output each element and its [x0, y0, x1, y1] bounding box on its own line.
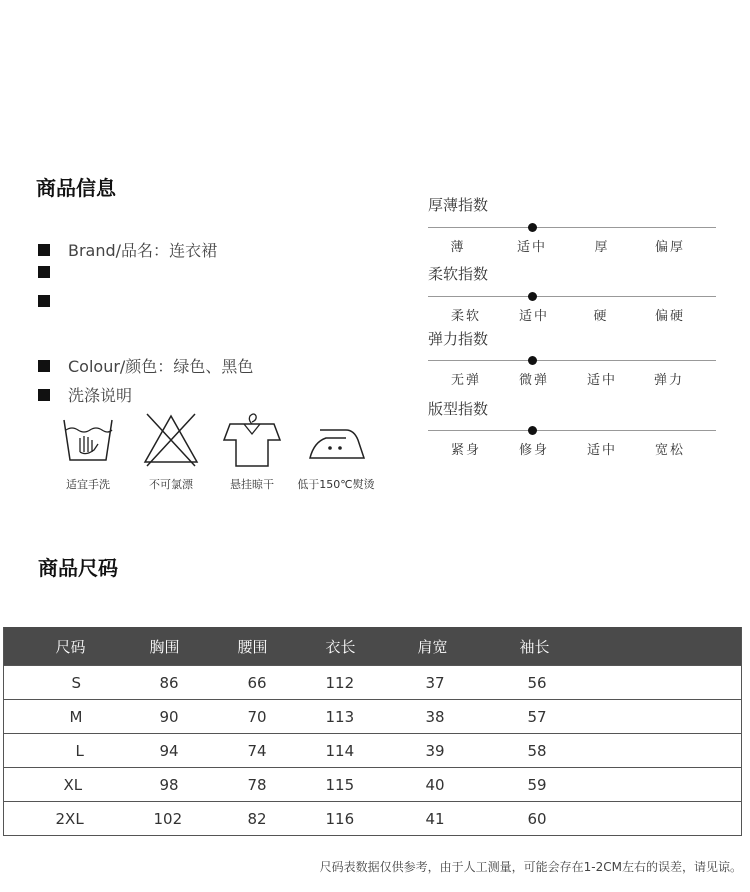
scale-option: 适中: [586, 373, 617, 388]
wash-line: [38, 383, 132, 406]
colour-line: [38, 354, 253, 377]
info-line-2: [38, 266, 68, 278]
brand-label: Brand/品名：: [68, 241, 170, 260]
scale-option: 适中: [516, 240, 547, 255]
colour-label: Colour/颜色：: [68, 357, 174, 376]
scale-title: 版型指数: [428, 400, 489, 418]
care-label: 不可氯漂: [149, 478, 193, 491]
scale-option: 微弹: [518, 373, 549, 388]
scale-option: 柔软: [450, 309, 481, 324]
header-spacer: [4, 627, 56, 666]
cell-waist: 70: [238, 700, 326, 734]
brand-line: [38, 238, 217, 261]
no-bleach-icon: [141, 410, 201, 470]
scale-elasticity: [428, 328, 716, 392]
cell-waist: 82: [238, 802, 326, 836]
cell-length: 113: [326, 700, 418, 734]
bullet-icon: [38, 295, 50, 307]
scale-option: 适中: [586, 443, 617, 458]
scale-fit: [428, 398, 716, 462]
cell-shoulder: 37: [418, 666, 520, 700]
product-info-title: 商品信息: [36, 176, 116, 200]
cell-size: 2XL: [56, 802, 150, 836]
table-row: [4, 700, 742, 734]
iron-low-icon: [306, 410, 366, 470]
row-spacer: [4, 768, 56, 802]
scale-title: 柔软指数: [428, 265, 489, 283]
care-label: 悬挂晾干: [230, 478, 274, 491]
size-table-header: [4, 627, 742, 666]
scale-option: 薄: [450, 240, 466, 255]
cell-shoulder: 38: [418, 700, 520, 734]
scale-thickness: [428, 194, 716, 258]
scale-option: 弹力: [653, 373, 684, 388]
cell-bust: 86: [150, 666, 238, 700]
scale-indicator: [528, 292, 537, 301]
size-note: 尺码表数据仅供参考，由于人工测量，可能会存在1-2CM左右的误差，请见谅。: [319, 860, 742, 874]
cell-bust: 90: [150, 700, 238, 734]
table-row: [4, 768, 742, 802]
bullet-icon: [38, 389, 50, 401]
scale-line: [428, 430, 716, 431]
bullet-icon: [38, 360, 50, 372]
cell-waist: 78: [238, 768, 326, 802]
care-label: 适宜手洗: [66, 478, 110, 491]
cell-waist: 74: [238, 734, 326, 768]
table-row: [4, 734, 742, 768]
cell-shoulder: 40: [418, 768, 520, 802]
scale-option: 偏硬: [654, 309, 685, 324]
scale-option: 紧身: [450, 443, 481, 458]
scale-option: 无弹: [450, 373, 481, 388]
care-item-hang-dry: [210, 410, 294, 492]
scale-line: [428, 360, 716, 361]
bullet-icon: [38, 244, 50, 256]
cell-bust: 98: [150, 768, 238, 802]
scale-line: [428, 296, 716, 297]
bullet-icon: [38, 266, 50, 278]
header-bust: 胸围: [150, 627, 238, 666]
cell-length: 112: [326, 666, 418, 700]
scale-line: [428, 227, 716, 228]
cell-size: M: [56, 700, 150, 734]
care-item-no-bleach: [129, 410, 213, 492]
scale-option: 硬: [593, 309, 609, 324]
cell-length: 116: [326, 802, 418, 836]
row-spacer: [4, 734, 56, 768]
table-row: [4, 802, 742, 836]
scale-option: 偏厚: [654, 240, 685, 255]
scale-indicator: [528, 426, 537, 435]
header-size: 尺码: [56, 627, 150, 666]
wash-label: 洗涤说明: [68, 386, 133, 405]
size-table: [3, 627, 742, 836]
cell-length: 115: [326, 768, 418, 802]
scale-option: 厚: [594, 240, 610, 255]
scale-softness: [428, 263, 716, 327]
header-sleeve: 袖长: [520, 627, 742, 666]
size-section-title: 商品尺码: [38, 556, 118, 580]
cell-size: S: [56, 666, 150, 700]
scale-option: 修身: [518, 443, 549, 458]
cell-sleeve: 59: [520, 768, 742, 802]
cell-size: XL: [56, 768, 150, 802]
scale-indicator: [528, 356, 537, 365]
scale-option: 宽松: [654, 443, 685, 458]
scale-indicator: [528, 223, 537, 232]
header-waist: 腰围: [238, 627, 326, 666]
brand-value: 连衣裙: [169, 241, 218, 260]
cell-bust: 102: [150, 802, 238, 836]
header-length: 衣长: [326, 627, 418, 666]
cell-sleeve: 60: [520, 802, 742, 836]
hang-dry-icon: [222, 410, 282, 470]
care-label: 低于150℃熨烫: [297, 478, 375, 491]
row-spacer: [4, 700, 56, 734]
scale-option: 适中: [518, 309, 549, 324]
header-shoulder: 肩宽: [418, 627, 520, 666]
cell-sleeve: 58: [520, 734, 742, 768]
cell-size: L: [56, 734, 150, 768]
cell-bust: 94: [150, 734, 238, 768]
cell-shoulder: 41: [418, 802, 520, 836]
cell-length: 114: [326, 734, 418, 768]
scale-title: 厚薄指数: [428, 196, 489, 214]
colour-value: 绿色、黑色: [173, 357, 254, 376]
cell-sleeve: 56: [520, 666, 742, 700]
info-line-3: [38, 295, 68, 307]
cell-sleeve: 57: [520, 700, 742, 734]
hand-wash-icon: [58, 410, 118, 470]
table-row: [4, 666, 742, 700]
row-spacer: [4, 802, 56, 836]
cell-shoulder: 39: [418, 734, 520, 768]
care-item-iron-low: [294, 410, 378, 492]
row-spacer: [4, 666, 56, 700]
scale-title: 弹力指数: [428, 330, 489, 348]
cell-waist: 66: [238, 666, 326, 700]
care-item-hand-wash: [46, 410, 130, 492]
